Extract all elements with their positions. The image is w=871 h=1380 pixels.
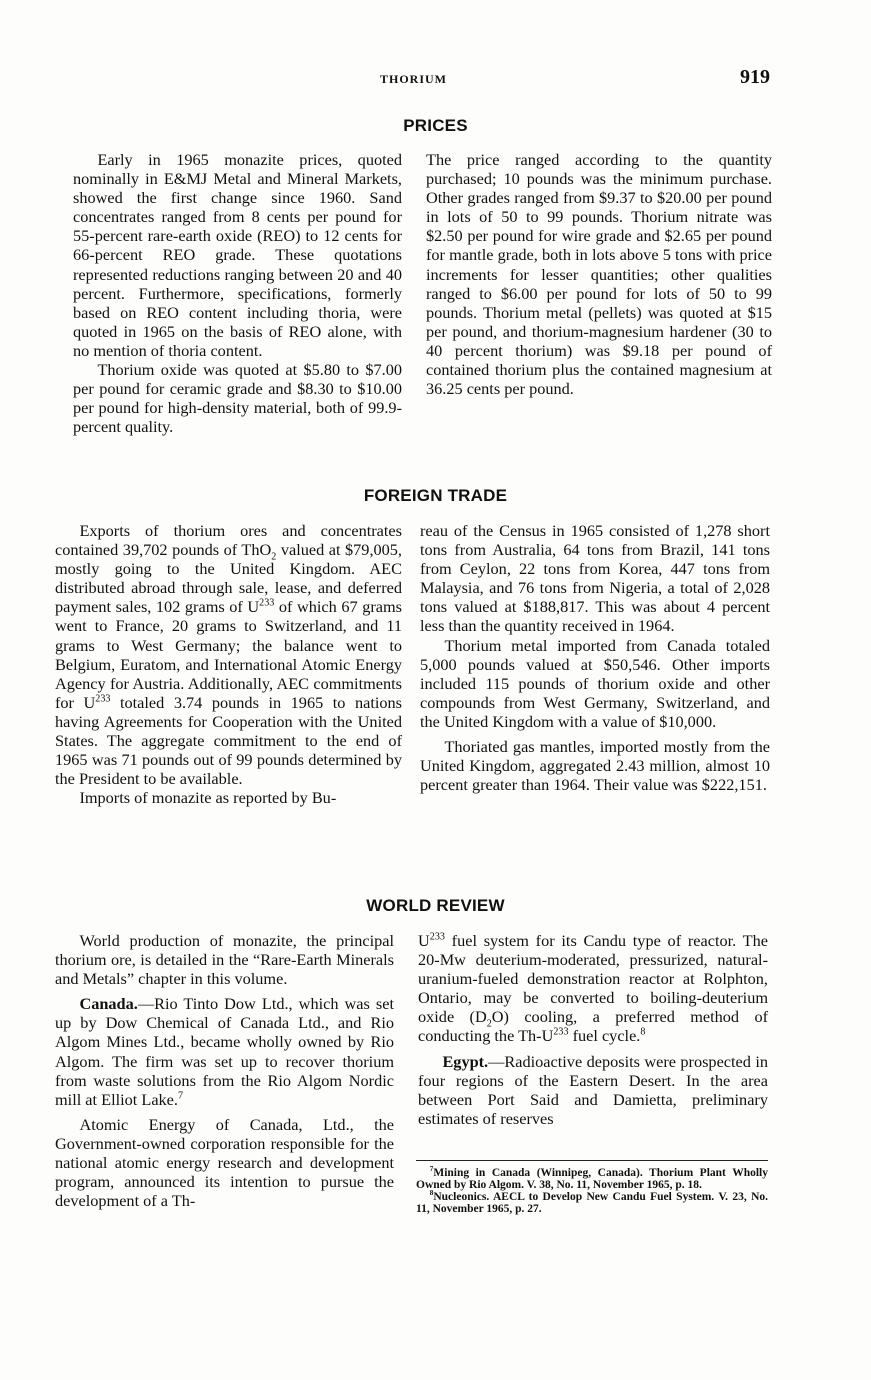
foreign-trade-right-column xyxy=(420,521,770,794)
paragraph: Egypt.—Radioactive deposits were prospected in four regions of the Eastern Desert. In the area between Port Said and Damietta, preliminary estimates of reserves xyxy=(418,1051,768,1128)
footnote: $^8$Nucleonics. AECL to Develop New Candu Fuel System. V. 23, No. 11, November 1965, p. 27. xyxy=(416,1189,768,1215)
section-title-world-review: WORLD REVIEW xyxy=(366,896,505,915)
paragraph: Canada.—Rio Tinto Dow Ltd., which was set up by Dow Chemical of Canada Ltd., and Rio Algom Mines Ltd., became wholly owned by Rio Algom. The firm was set up to recover thorium from waste solutions from the Rio Algom Nordic mill at Elliot Lake.$^7$ xyxy=(55,994,394,1109)
world-review-right-column xyxy=(418,931,768,1128)
paragraph: Thorium metal imported from Canada totaled 5,000 pounds valued at $50,546. Other imports included 115 pounds of thorium oxide and other compounds from West Germany, Switzerland, and the United Kingdom with a value of $10,000. xyxy=(420,635,770,731)
world-review-left-column xyxy=(55,931,394,1210)
paragraph: Atomic Energy of Canada, Ltd., the Government-owned corporation responsible for the national atomic energy research and development program, announced its intention to pursue the development of a Th- xyxy=(55,1114,394,1211)
foreign-trade-left-column xyxy=(55,521,402,807)
footnotes xyxy=(416,1160,768,1215)
section-title-prices: PRICES xyxy=(403,116,468,135)
paragraph: Imports of monazite as reported by Bu- xyxy=(79,788,337,808)
paragraph: Early in 1965 monazite prices, quoted nominally in E&MJ Metal and Mineral Markets, showed the first change since 1960. Sand concentrates ranged from 8 cents per pound for 55-percent rare-earth oxide (REO) to 12 cents for 66-percent REO grade. These quotations represented reductions ranging between 20 and 40 percent. Furthermore, specifications, formerly based on REO content including thoria, were quoted in 1965 on the basis of REO alone, with no mention of thoria content. xyxy=(73,150,402,360)
running-title: THORIUM xyxy=(380,72,447,86)
paragraph: $U^{233}$ fuel system for its Candu type of reactor. The 20-Mw deuterium-moderated, pressurized, natural-uranium-fueled demonstration reactor at Rolphton, Ontario, may be converted to boiling-deuterium oxide $(D_2O)$ cooling, a preferred method of conducting the $Th-U^{233}$ fuel cycle.$^8$ xyxy=(418,931,769,1046)
section-title-foreign-trade: FOREIGN TRADE xyxy=(363,486,508,505)
paragraph: The price ranged according to the quantity purchased; 10 pounds was the minimum purchase. Other grades ranged from $9.37 to $20.00 per pound in lots of 50 to 99 pounds. Thorium nitrate was $2.50 per pound for wire grade and $2.65 per pound for mantle grade, both in lots above 5 tons with price increments for lesser quantities; other qualities ranged to $6.00 per pound for lots of 50 to 99 pounds. Thorium metal (pellets) was quoted at $15 per pound, and thorium-magnesium hardener (30 to 40 percent thorium) was $9.18 per pound of contained thorium plus the contained magnesium at 36.25 cents per pound. xyxy=(426,150,772,399)
paragraph: Thoriated gas mantles, imported mostly from the United Kingdom, aggregated 2.43 million, almost 10 percent greater than 1964. Their value was $222,151. xyxy=(420,737,770,795)
paragraph: World production of monazite, the principal thorium ore, is detailed in the “Rare-Earth Minerals and Metals” chapter in this volume. xyxy=(55,931,394,989)
prices-left-column xyxy=(73,150,402,436)
paragraph: reau of the Census in 1965 consisted of 1,278 short tons from Australia, 64 tons from Brazil, 141 tons from Ceylon, 22 tons from Korea, 447 tons from Malaysia, and 76 tons from Nigeria, a total of 2,028 tons valued at $188,817. This was about 4 percent less than the quantity received in 1964. xyxy=(420,521,770,636)
footnote: $^7$Mining in Canada (Winnipeg, Canada). Thorium Plant Wholly Owned by Rio Algom. V. 38, No. 11, November 1965, p. 18. xyxy=(416,1165,768,1191)
page-number: 919 xyxy=(740,66,770,88)
paragraph: Thorium oxide was quoted at $5.80 to $7.00 per pound for ceramic grade and $8.30 to $10.00 per pound for high-density material, both of 99.9-percent quality. xyxy=(73,360,402,437)
prices-right-column xyxy=(426,150,772,398)
paragraph: Exports of thorium ores and concentrates contained 39,702 pounds of ThO$_2$ valued at $79,005, mostly going to the United Kingdom. AEC distributed abroad through sale, lease, and deferred payment sales, 102 grams of $U^{233}$ of which 67 grams went to France, 20 grams to Switzerland, and 11 grams to West Germany; the balance went to Belgium, Euratom, and International Atomic Energy Agency for Austria. Additionally, AEC commitments for $U^{233}$ totaled 3.74 pounds in 1965 to nations having Agreements for Cooperation with the United States. The aggregate commitment to the end of 1965 was 71 pounds out of 99 pounds determined by the President to be available. xyxy=(55,521,403,789)
